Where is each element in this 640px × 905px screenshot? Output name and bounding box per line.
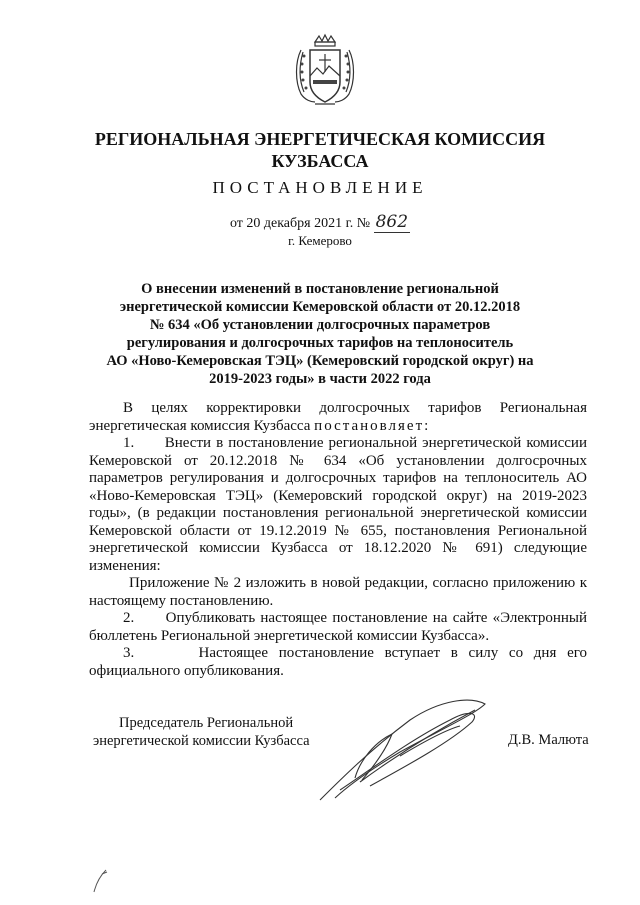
document-body [89,400,587,680]
item-text: Опубликовать настоящее постановление на сайте «Электронный бюллетень Региональной энергетической комиссии Кузбасса». [89,610,587,644]
item-number: 1. [123,435,135,451]
item-3 [89,645,587,680]
pen-mark [90,868,110,894]
signatory-position-line: Председатель Региональной [119,715,294,731]
intro-paragraph [89,400,587,435]
resolves-word: постановляет: [314,417,431,434]
intro-text: В целях корректировки долгосрочных тарифов Региональная энергетическая комиссия Кузбасса [89,400,587,434]
title-line: АО «Ново-Кемеровская ТЭЦ» (Кемеровский городской округ) на [106,353,534,369]
document-number: 862 [375,212,409,232]
organization-name: РЕГИОНАЛЬНАЯ ЭНЕРГЕТИЧЕСКАЯ КОМИССИЯ [94,129,546,149]
document-date: от 20 декабря 2021 г. № [229,216,371,231]
signatory-position [93,714,333,750]
document-title [80,280,560,388]
title-line: регулирования и долгосрочных тарифов на теплоноситель [126,335,514,351]
item-2 [89,610,587,645]
title-line: № 634 «Об установлении долгосрочных параметров [149,317,491,333]
item-text: Внести в постановление региональной энергетической комиссии Кемеровской от 20.12.2018 № 634 «Об установлении долгосрочных параметров регулирования и долгосрочных тарифов на теплоноситель АО «Ново-Кемеровская ТЭЦ» (Кемеровский городской округ) на 2019-2023 годы», (в редакции постановления региональной энергетической комиссии Кемеровской области от 19.12.2019 № 655, постановления Региональной энергетической комиссии Кузбасса от 18.12.2020 № 691) следующие изменения: [89,435,587,574]
item-number: 3. [123,645,135,661]
item-number: 2. [123,610,135,626]
title-line: О внесении изменений в постановление региональной [141,281,499,297]
signatory-name: Д.В. Малюта [508,732,589,748]
document-type: ПОСТАНОВЛЕНИЕ [212,178,428,197]
handwritten-signature [300,690,500,810]
item-1-subparagraph: Приложение № 2 изложить в новой редакции, согласно приложению к настоящему постановлению. [89,575,587,609]
coat-of-arms-emblem [293,32,357,110]
item-text: Настоящее постановление вступает в силу со дня его официального опубликования. [89,645,588,679]
title-line: энергетической комиссии Кемеровской области от 20.12.2018 [119,299,521,315]
item-1 [89,435,587,575]
document-city: г. Кемерово [288,233,352,248]
signatory-position-line: энергетической комиссии Кузбасса [93,733,310,749]
organization-region: КУЗБАССА [271,151,369,171]
title-line: 2019-2023 годы» в части 2022 года [209,371,431,387]
document-date-line [60,212,580,232]
